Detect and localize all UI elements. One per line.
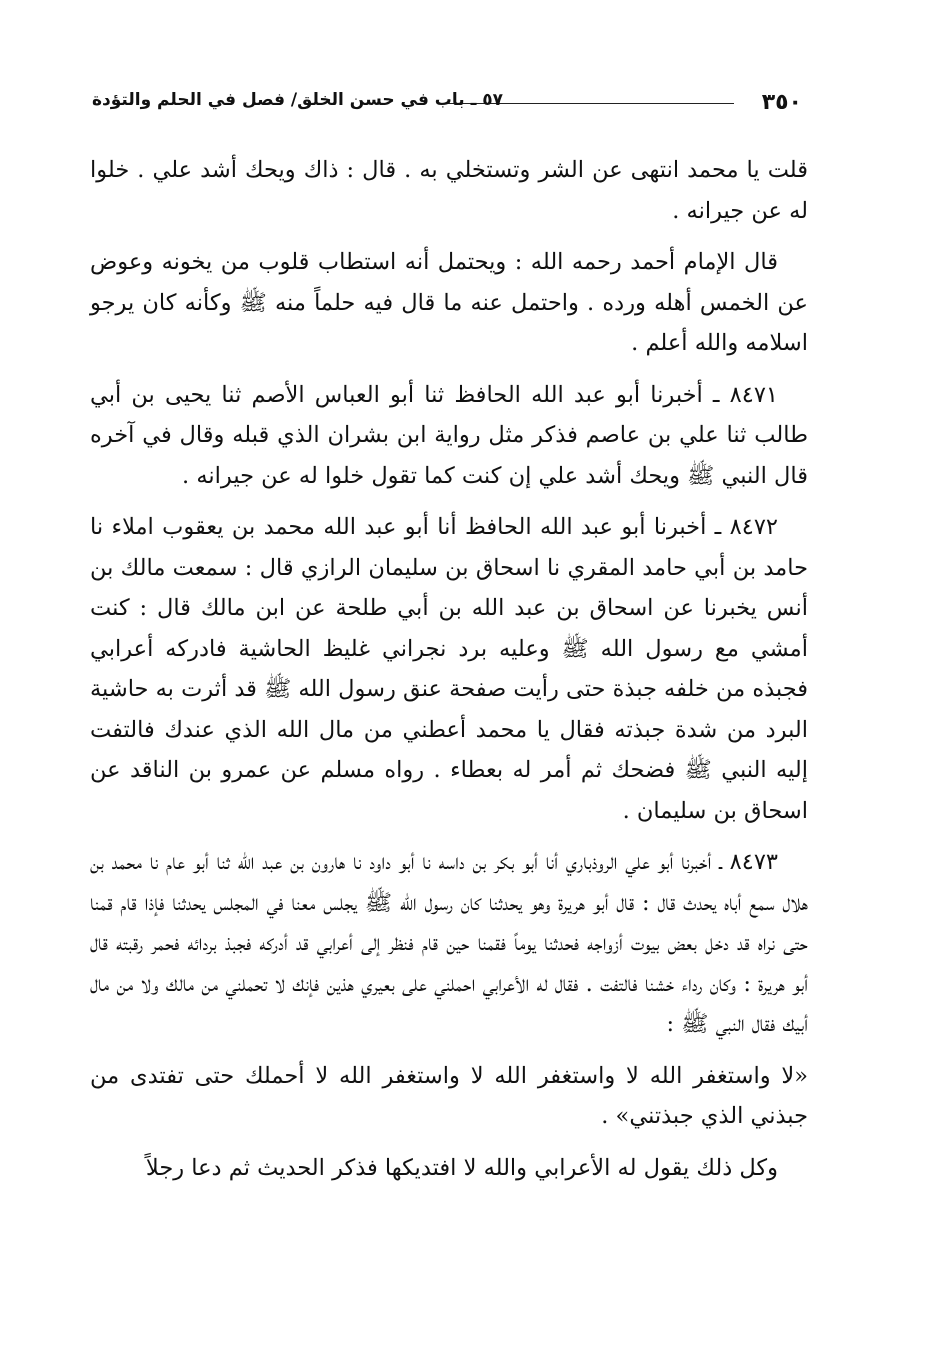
paragraph-imam-ahmad-note: قال الإمام أحمد رحمه الله : ويحتمل أنه استطاب قلوب من يخونه وعوض عن الخمس أهله ورده . واحتمل عنه ما قال فيه حلماً منه ﷺ وكأنه كان يرجو اسلامه والله أعلم . <box>90 249 808 356</box>
page-number: ٣٥٠ <box>761 90 802 115</box>
paragraph-final: وكل ذلك يقول له الأعرابي والله لا افتديكها فذكر الحديث ثم دعا رجلاً <box>145 1154 778 1181</box>
page-body <box>90 150 808 1199</box>
hadith-8472: ٨٤٧٢ ـ أخبرنا أبو عبد الله الحافظ أنا أبو عبد الله محمد بن يعقوب املاء نا حامد بن أبي حامد المقري نا اسحاق بن سليمان الرازي قال : سمعت مالك بن أنس يخبرنا عن اسحاق بن عبد الله بن أبي طلحة عن ابن مالك قال : كنت أمشي مع رسول الله ﷺ وعليه برد نجراني غليظ الحاشية فادركه أعرابي فجبذه من خلفه جبذة حتى رأيت صفحة عنق رسول الله ﷺ قد أثرت به حاشية البرد من شدة جبذته فقال يا محمد أعطني من مال الله الذي عندك فالتفت إليه النبي ﷺ فضحك ثم أمر له بعطاء . رواه مسلم عن عمرو بن الناقد عن اسحاق بن سليمان . <box>89 514 808 824</box>
hadith-8473: ٨٤٧٣ ـ أخبرنا أبو علي الروذباري أنا أبو بكر بن داسه نا أبو داود نا هارون بن عبد الله ثنا أبو عام نا محمد بن هلال سمع أباه يحدث قال : قال أبو هريرة وهو يحدثنا كان رسول الله ﷺ يجلس معنا في المجلس يحدثنا فإذا قام قمنا حتى نراه قد دخل بعض بيوت أزواجه فحدثنا يوماً فقمنا حين قام فنظر إلى أعرابي قد أدركه فجبذ بردائه فحمر رقبته قال أبو هريرة : وكان رداء خشنا فالتفت . فقال له الأعرابي احملني على بعيري هذين فإنك لا تحملني من مالك ولا من مال أبيك فقال النبي ﷺ : <box>90 849 808 1037</box>
running-title: ٥٧ ـ باب في حسن الخلق/ فصل في الحلم والتؤدة <box>92 90 504 110</box>
prophet-quote: «لا واستغفر الله لا واستغفر الله لا واستغفر الله لا أحملك حتى تفتدى من جبذني الذي جبذتني» . <box>90 1062 808 1129</box>
paragraph-continuation: قلت يا محمد انتهى عن الشر وتستخلي به . قال : ذاك ويحك أشد علي . خلوا له عن جيرانه . <box>90 157 808 224</box>
page-header <box>92 84 802 120</box>
hadith-8471: ٨٤٧١ ـ أخبرنا أبو عبد الله الحافظ ثنا أبو العباس الأصم ثنا يحيى بن أبي طالب ثنا علي بن عاصم فذكر مثل رواية ابن بشران الذي قبله وقال في آخره قال النبي ﷺ ويحك أشد علي إن كنت كما تقول خلوا له عن جيرانه . <box>90 381 808 489</box>
